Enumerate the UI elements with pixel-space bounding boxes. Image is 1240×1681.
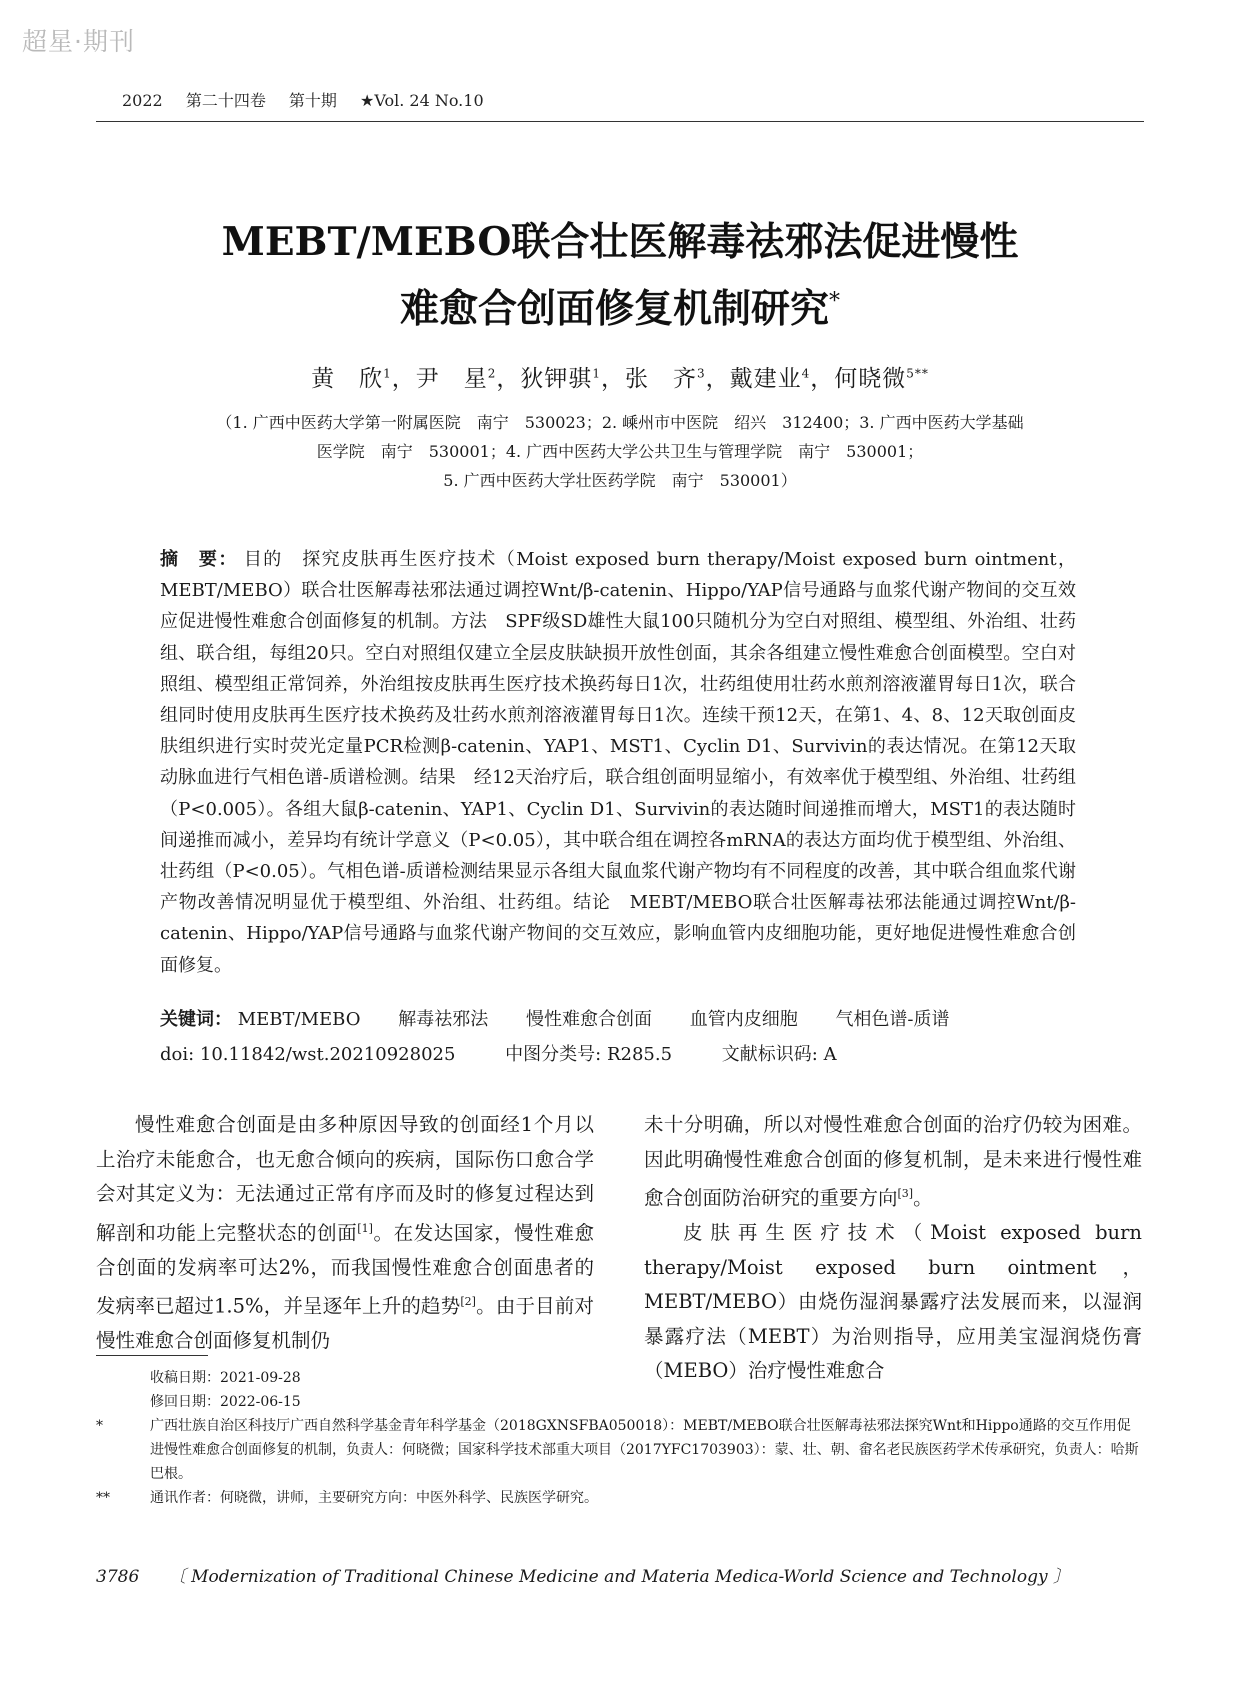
body-text: 未十分明确，所以对慢性难愈合创面的治疗仍较为困难。因此明确慢性难愈合创面的修复机制，是未来进行慢性难愈合创面防治研究的重要方向 [644, 1113, 1142, 1210]
footnote-rule [96, 1355, 208, 1356]
affiliation-line: 5. 广西中医药大学壮医药学院 南宁 530001） [443, 471, 797, 490]
author-name: 狄钾骐 [520, 366, 593, 392]
journal-name: 〔 Modernization of Traditional Chinese Medicine and Materia Medica-World Science and Technology 〕 [168, 1567, 1070, 1587]
abstract-text: 目的 探究皮肤再生医疗技术（Moist exposed burn therapy/Moist exposed burn ointment，MEBT/MEBO）联合壮医解毒祛邪法通过调控Wnt/β-catenin、Hippo/YAP信号通路与血浆代谢产物间的交互效应促进慢性难愈合创面修复的机制。方法 SPF级SD雄性大鼠100只随机分为空白对照组、模型组、外治组、壮药组、联合组，每组20只。空白对照组仅建立全层皮肤缺损开放性创面，其余各组建立慢性难愈合创面模型。空白对照组、模型组正常饲养，外治组按皮肤再生医疗技术换药每日1次，壮药组使用壮药水煎剂溶液灌胃每日1次，联合组同时使用皮肤再生医疗技术换药及壮药水煎剂溶液灌胃每日1次。连续干预12天，在第1、4、8、12天取创面皮肤组织进行实时荧光定量PCR检测β-catenin、YAP1、MST1、Cyclin D1、Survivin的表达情况。在第12天取动脉血进行气相色谱-质谱检测。结果 经12天治疗后，联合组创面明显缩小，有效率优于模型组、外治组、壮药组（P<0.005）。各组大鼠β-catenin、YAP1、Cyclin D1、Survivin的表达随时间递推而增大，MST1的表达随时间递推而减小，差异均有统计学意义（P<0.05），其中联合组在调控各mRNA的表达方面均优于模型组、外治组、壮药组（P<0.05）。气相色谱-质谱检测结果显示各组大鼠血浆代谢产物均有不同程度的改善，其中联合组血浆代谢产物改善情况明显优于模型组、外治组、壮药组。结论 MEBT/MEBO联合壮医解毒祛邪法能通过调控Wnt/β-catenin、Hippo/YAP信号通路与血浆代谢产物间的交互效应，影响血管内皮细胞功能，更好地促进慢性难愈合创面修复。 [160, 549, 1077, 976]
page-number: 3786 [96, 1567, 140, 1587]
revised-date: 修回日期：2022-06-15 [150, 1394, 301, 1410]
author-name: 张 齐 [625, 366, 697, 392]
citation-ref[interactable]: [1] [357, 1221, 373, 1235]
running-header [122, 88, 502, 111]
header-rule [96, 121, 1144, 122]
header-volume-en: ★Vol. 24 No.10 [360, 91, 484, 110]
article-meta [160, 1040, 881, 1066]
received-date: 收稿日期：2021-09-28 [150, 1370, 301, 1386]
author: 张 齐$^3$， [625, 366, 730, 392]
page-footer [96, 1562, 1070, 1587]
author-name: 黄 欣 [311, 366, 384, 392]
header-volume-cn: 第二十四卷 [185, 91, 266, 110]
title-line-2 [96, 272, 1144, 339]
body-paragraph [644, 1108, 1142, 1216]
author: 狄钾骐$^1$， [520, 366, 625, 392]
title-line-1: MEBT/MEBO联合壮医解毒祛邪法促进慢性 [221, 219, 1019, 265]
author-affiliation-mark: 4 [801, 366, 811, 381]
corresponding-note [96, 1486, 1144, 1510]
keywords-label: 关键词： [160, 1009, 232, 1030]
author-name: 戴建业 [729, 366, 802, 392]
keyword-item: MEBT/MEBO [237, 1009, 361, 1030]
body-column-left [96, 1108, 594, 1359]
affiliation-line: 医学院 南宁 530001；4. 广西中医药大学公共卫生与管理学院 南宁 530001； [316, 442, 924, 461]
keyword-item: 慢性难愈合创面 [525, 1009, 652, 1030]
citation-ref[interactable]: [2] [460, 1295, 476, 1308]
footnotes [96, 1366, 1144, 1510]
doi[interactable]: doi: 10.11842/wst.20210928025 [160, 1044, 456, 1065]
document-code: 文献标识码: A [721, 1044, 837, 1065]
funding-note [96, 1414, 1144, 1486]
body-text: 慢性难愈合创面是由多种原因导致的创面经1个月以上治疗未能愈合，也无愈合倾向的疾病，国际伤口愈合学会对其定义为：无法通过正常有序而及时的修复过程达到解剖和功能上完整状态的创面 [96, 1113, 594, 1244]
author-name: 何晓微 [834, 366, 907, 392]
author-list [96, 360, 1144, 393]
affiliations [96, 408, 1144, 495]
watermark-logo: 超星·期刊 [22, 27, 135, 56]
author-affiliation-mark: 1 [592, 366, 601, 381]
keyword-item: 血管内皮细胞 [689, 1009, 798, 1030]
header-year: 2022 [122, 91, 163, 110]
author-affiliation-mark: 5** [906, 366, 929, 381]
body-paragraph: 皮肤再生医疗技术（Moist exposed burn therapy/Moist exposed burn ointment，MEBT/MEBO）由烧伤湿润暴露疗法发展而来，以湿润暴露疗法（MEBT）为治则指导，应用美宝湿润烧伤膏（MEBO）治疗慢性难愈合 [644, 1221, 1142, 1382]
author: 尹 星$^2$， [415, 366, 521, 392]
citation-ref[interactable]: [3] [897, 1187, 914, 1200]
author-affiliation-mark: 2 [487, 366, 497, 381]
header-issue-cn: 第十期 [288, 91, 337, 110]
body-paragraph [96, 1108, 594, 1359]
title-line-2-text: 难愈合创面修复机制研究 [399, 286, 829, 332]
body-text: 。由于目前对慢性难愈合创面修复机制仍 [96, 1294, 594, 1352]
funding-text: 广西壮族自治区科技厅广西自然科学基金青年科学基金（2018GXNSFBA050018）：MEBT/MEBO联合壮医解毒祛邪法探究Wnt和Hippo通路的交互作用促进慢性难愈合创面修复的机制，负责人：何晓微；国家科学技术部重大项目（2017YFC1703903）：蒙、壮、朝、畲名老民族医药学术传承研究，负责人：哈斯巴根。 [150, 1418, 1139, 1482]
keyword-item: 气相色谱-质谱 [835, 1009, 950, 1030]
abstract [160, 544, 1076, 981]
keyword-item: 解毒祛邪法 [398, 1009, 489, 1030]
abstract-label: 摘 要： [160, 549, 238, 570]
author-affiliation-mark: 1 [383, 366, 392, 381]
body-column-right [644, 1108, 1142, 1389]
author-name: 尹 星 [415, 366, 488, 392]
author: 戴建业$^4$， [729, 366, 835, 392]
article-title [96, 212, 1144, 339]
author: 黄 欣$^1$， [311, 366, 416, 392]
body-text: 。在发达国家，慢性难愈合创面的发病率可达2%，而我国慢性难愈合创面患者的发病率已超过1.5%，并呈逐年上升的趋势 [96, 1221, 594, 1318]
corresponding-mark: ** [96, 1490, 110, 1506]
corresponding-text: 通讯作者：何晓微，讲师，主要研究方向：中医外科学、民族医学研究。 [150, 1490, 598, 1506]
body-text: 。 [913, 1186, 933, 1210]
author-affiliation-mark: 3 [697, 366, 706, 381]
author [834, 366, 929, 392]
title-footnote-mark: * [829, 289, 840, 314]
affiliation-line: （1. 广西中医药大学第一附属医院 南宁 530023；2. 嵊州市中医院 绍兴 312400；3. 广西中医药大学基础 [216, 413, 1024, 432]
clc-number: 中图分类号: R285.5 [505, 1044, 673, 1065]
keywords [160, 1005, 1100, 1031]
funding-mark: * [96, 1418, 103, 1434]
